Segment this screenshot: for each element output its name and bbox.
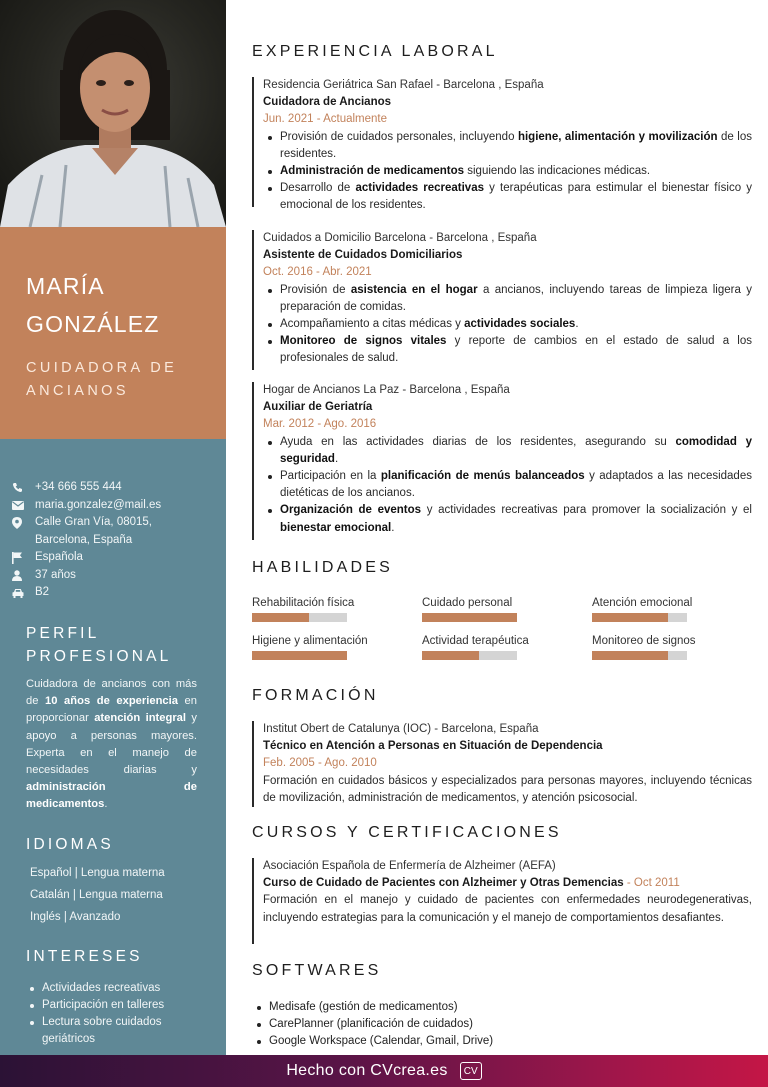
education-degree: Técnico en Atención a Personas en Situación de Dependencia — [263, 740, 603, 753]
email-text[interactable]: maria.gonzalez@mail.es — [35, 498, 162, 511]
languages-title: IDIOMAS — [26, 836, 114, 853]
skill-bar-fill — [252, 613, 309, 622]
job-bullet: Organización de eventos y actividades recreativas para promover la socialización y el bienestar emocional. — [263, 502, 752, 536]
flag-icon — [12, 549, 35, 566]
sidebar — [0, 439, 226, 1055]
footer-banner[interactable] — [0, 1055, 768, 1087]
contact-list — [12, 479, 212, 602]
profile-bold-1: 10 años de experiencia — [45, 695, 178, 708]
education-description: Formación en cuidados básicos y especializados para personas mayores, incluyendo técnicas de movilización, administración de medicamentos, y atención psicosocial. — [263, 774, 752, 804]
skill-label: Actividad terapéutica — [422, 635, 529, 647]
job-position: Cuidadora de Ancianos — [263, 96, 392, 109]
address-line1: Calle Gran Vía, 08015, — [35, 516, 152, 528]
job-bullet: Participación en la planificación de menús balanceados y adaptados a las necesidades dietéticas de los ancianos. — [263, 468, 752, 502]
skill-bar — [422, 613, 517, 622]
job-entry-1 — [252, 77, 752, 212]
profile-bold-3: administración de medicamentos — [26, 781, 197, 811]
age-text: 37 años — [35, 568, 76, 581]
skill-bar-fill — [592, 613, 668, 622]
job-company: Cuidados a Domicilio Barcelona - Barcelona , España — [263, 232, 537, 244]
location-icon — [12, 514, 35, 531]
car-icon — [12, 584, 35, 601]
language-item: Español | Lengua materna — [30, 867, 165, 879]
education-entry — [252, 721, 752, 807]
contact-email — [12, 497, 212, 515]
skill-bar — [252, 613, 347, 622]
job-entry-2 — [252, 230, 752, 370]
address-text — [35, 514, 152, 549]
course-organization: Asociación Española de Enfermería de Alzheimer (AEFA) — [263, 860, 556, 872]
language-item: Catalán | Lengua materna — [30, 889, 163, 901]
education-school: Institut Obert de Catalunya (IOC) - Barcelona, España — [263, 723, 539, 735]
skill-label: Rehabilitación física — [252, 597, 355, 609]
interest-item: Actividades recreativas — [28, 980, 208, 997]
contact-nationality — [12, 549, 212, 567]
profile-text-1: Cuidadora de ancianos con más de — [26, 678, 197, 708]
job-title-line2: ANCIANOS — [26, 383, 129, 399]
job-bullet: Monitoreo de signos vitales y reporte de cambios en el estado de salud a los profesionales de salud. — [263, 333, 752, 367]
person-icon — [12, 567, 35, 584]
profile-title-line1: PERFIL — [26, 625, 100, 642]
job-company: Hogar de Ancianos La Paz - Barcelona , España — [263, 384, 510, 396]
job-dates: Oct. 2016 - Abr. 2021 — [263, 266, 372, 279]
job-position: Asistente de Cuidados Domiciliarios — [263, 249, 463, 262]
job-dates: Jun. 2021 - Actualmente — [263, 113, 388, 126]
education-title: FORMACIÓN — [252, 687, 379, 704]
education-dates: Feb. 2005 - Ago. 2010 — [263, 757, 377, 770]
cvcrea-logo-icon[interactable]: CV — [460, 1062, 482, 1080]
skill-label: Atención emocional — [592, 597, 693, 609]
skill-bar-fill — [592, 651, 668, 660]
profile-title — [26, 622, 171, 668]
profile-photo — [0, 0, 226, 227]
job-title-line1: CUIDADORA DE — [26, 360, 178, 376]
course-description: Formación en el manejo y cuidado de pacientes con enfermedades neurodegenerativas, incluyendo estrategias para la comunicación y el manejo de comportamientos desafiantes. — [263, 894, 752, 924]
profile-summary — [26, 676, 197, 814]
experience-title: EXPERIENCIA LABORAL — [252, 43, 498, 60]
language-item: Inglés | Avanzado — [30, 911, 121, 923]
job-company: Residencia Geriátrica San Rafael - Barcelona , España — [263, 79, 544, 91]
skill-bar-fill — [422, 651, 479, 660]
course-name: Curso de Cuidado de Pacientes con Alzheimer y Otras Demencias — [263, 877, 624, 890]
job-bullet: Provisión de cuidados personales, incluyendo higiene, alimentación y movilización de los residentes. — [263, 129, 752, 163]
skill-bar — [592, 613, 687, 622]
contact-license — [12, 584, 212, 602]
profile-title-line2: PROFESIONAL — [26, 648, 172, 665]
job-bullets — [263, 282, 752, 368]
job-bullet: Desarrollo de actividades recreativas y terapéuticas para estimular el bienestar físico y emocional de los residentes. — [263, 180, 752, 214]
interest-item: Participación en talleres — [28, 997, 208, 1014]
skill-bar — [592, 651, 687, 660]
course-heading — [263, 875, 752, 892]
contact-address — [12, 514, 212, 549]
profile-photo-illustration — [0, 0, 226, 227]
job-bullet: Ayuda en las actividades diarias de los residentes, asegurando su comodidad y seguridad. — [263, 434, 752, 468]
footer-text[interactable]: Hecho con CVcrea.es — [286, 1062, 448, 1079]
courses-title: CURSOS Y CERTIFICACIONES — [252, 824, 562, 841]
software-list — [254, 999, 493, 1051]
name-block — [0, 227, 226, 439]
job-entry-3 — [252, 382, 752, 540]
left-column — [0, 0, 226, 1055]
software-title: SOFTWARES — [252, 962, 382, 979]
interests-list — [28, 980, 208, 1048]
skills-title: HABILIDADES — [252, 559, 394, 576]
phone-icon — [12, 479, 35, 496]
first-name: MARÍA — [26, 273, 105, 299]
skill-bar-fill — [252, 651, 347, 660]
phone-text[interactable]: +34 666 555 444 — [35, 481, 122, 493]
job-bullet: Administración de medicamentos siguiendo las indicaciones médicas. — [263, 163, 752, 180]
profile-text-4: . — [104, 798, 108, 811]
interests-title: INTERESES — [26, 948, 143, 965]
interest-item: Lectura sobre cuidados — [28, 1014, 208, 1031]
course-entry — [252, 858, 752, 944]
skill-label: Cuidado personal — [422, 597, 513, 609]
profile-text-3: y apoyo a personas mayores. Experta en el manejo de necesidades diarias y — [26, 712, 197, 777]
software-item: Google Workspace (Calendar, Gmail, Drive) — [254, 1033, 493, 1050]
profile-text-2: en proporcionar — [26, 695, 197, 725]
license-text: B2 — [35, 586, 50, 598]
skill-label: Monitoreo de signos — [592, 635, 696, 647]
profile-bold-2: atención integral — [94, 712, 187, 725]
job-bullet: Provisión de asistencia en el hogar a ancianos, incluyendo tareas de limpieza ligera y preparación de comidas. — [263, 282, 752, 316]
address-line2: Barcelona, España — [35, 533, 133, 546]
software-item: Medisafe (gestión de medicamentos) — [254, 999, 493, 1016]
contact-phone — [12, 479, 212, 497]
skill-label: Higiene y alimentación — [252, 635, 368, 647]
interest-item-continuation: geriátricos — [42, 1033, 96, 1045]
last-name: GONZÁLEZ — [26, 311, 160, 337]
skill-bar-fill — [422, 613, 517, 622]
mail-icon — [12, 497, 35, 514]
job-dates: Mar. 2012 - Ago. 2016 — [263, 418, 377, 431]
job-title — [26, 357, 226, 403]
course-separator: - — [623, 877, 634, 890]
job-bullets — [263, 434, 752, 537]
course-date: Oct 2011 — [633, 877, 680, 890]
skill-bar — [252, 651, 347, 660]
nationality-text: Española — [35, 551, 83, 563]
job-bullet: Acompañamiento a citas médicas y actividades sociales. — [263, 316, 752, 333]
contact-age — [12, 567, 212, 585]
job-position: Auxiliar de Geriatría — [263, 401, 373, 414]
skill-bar — [422, 651, 517, 660]
job-bullets — [263, 129, 752, 215]
software-item: CarePlanner (planificación de cuidados) — [254, 1016, 493, 1033]
